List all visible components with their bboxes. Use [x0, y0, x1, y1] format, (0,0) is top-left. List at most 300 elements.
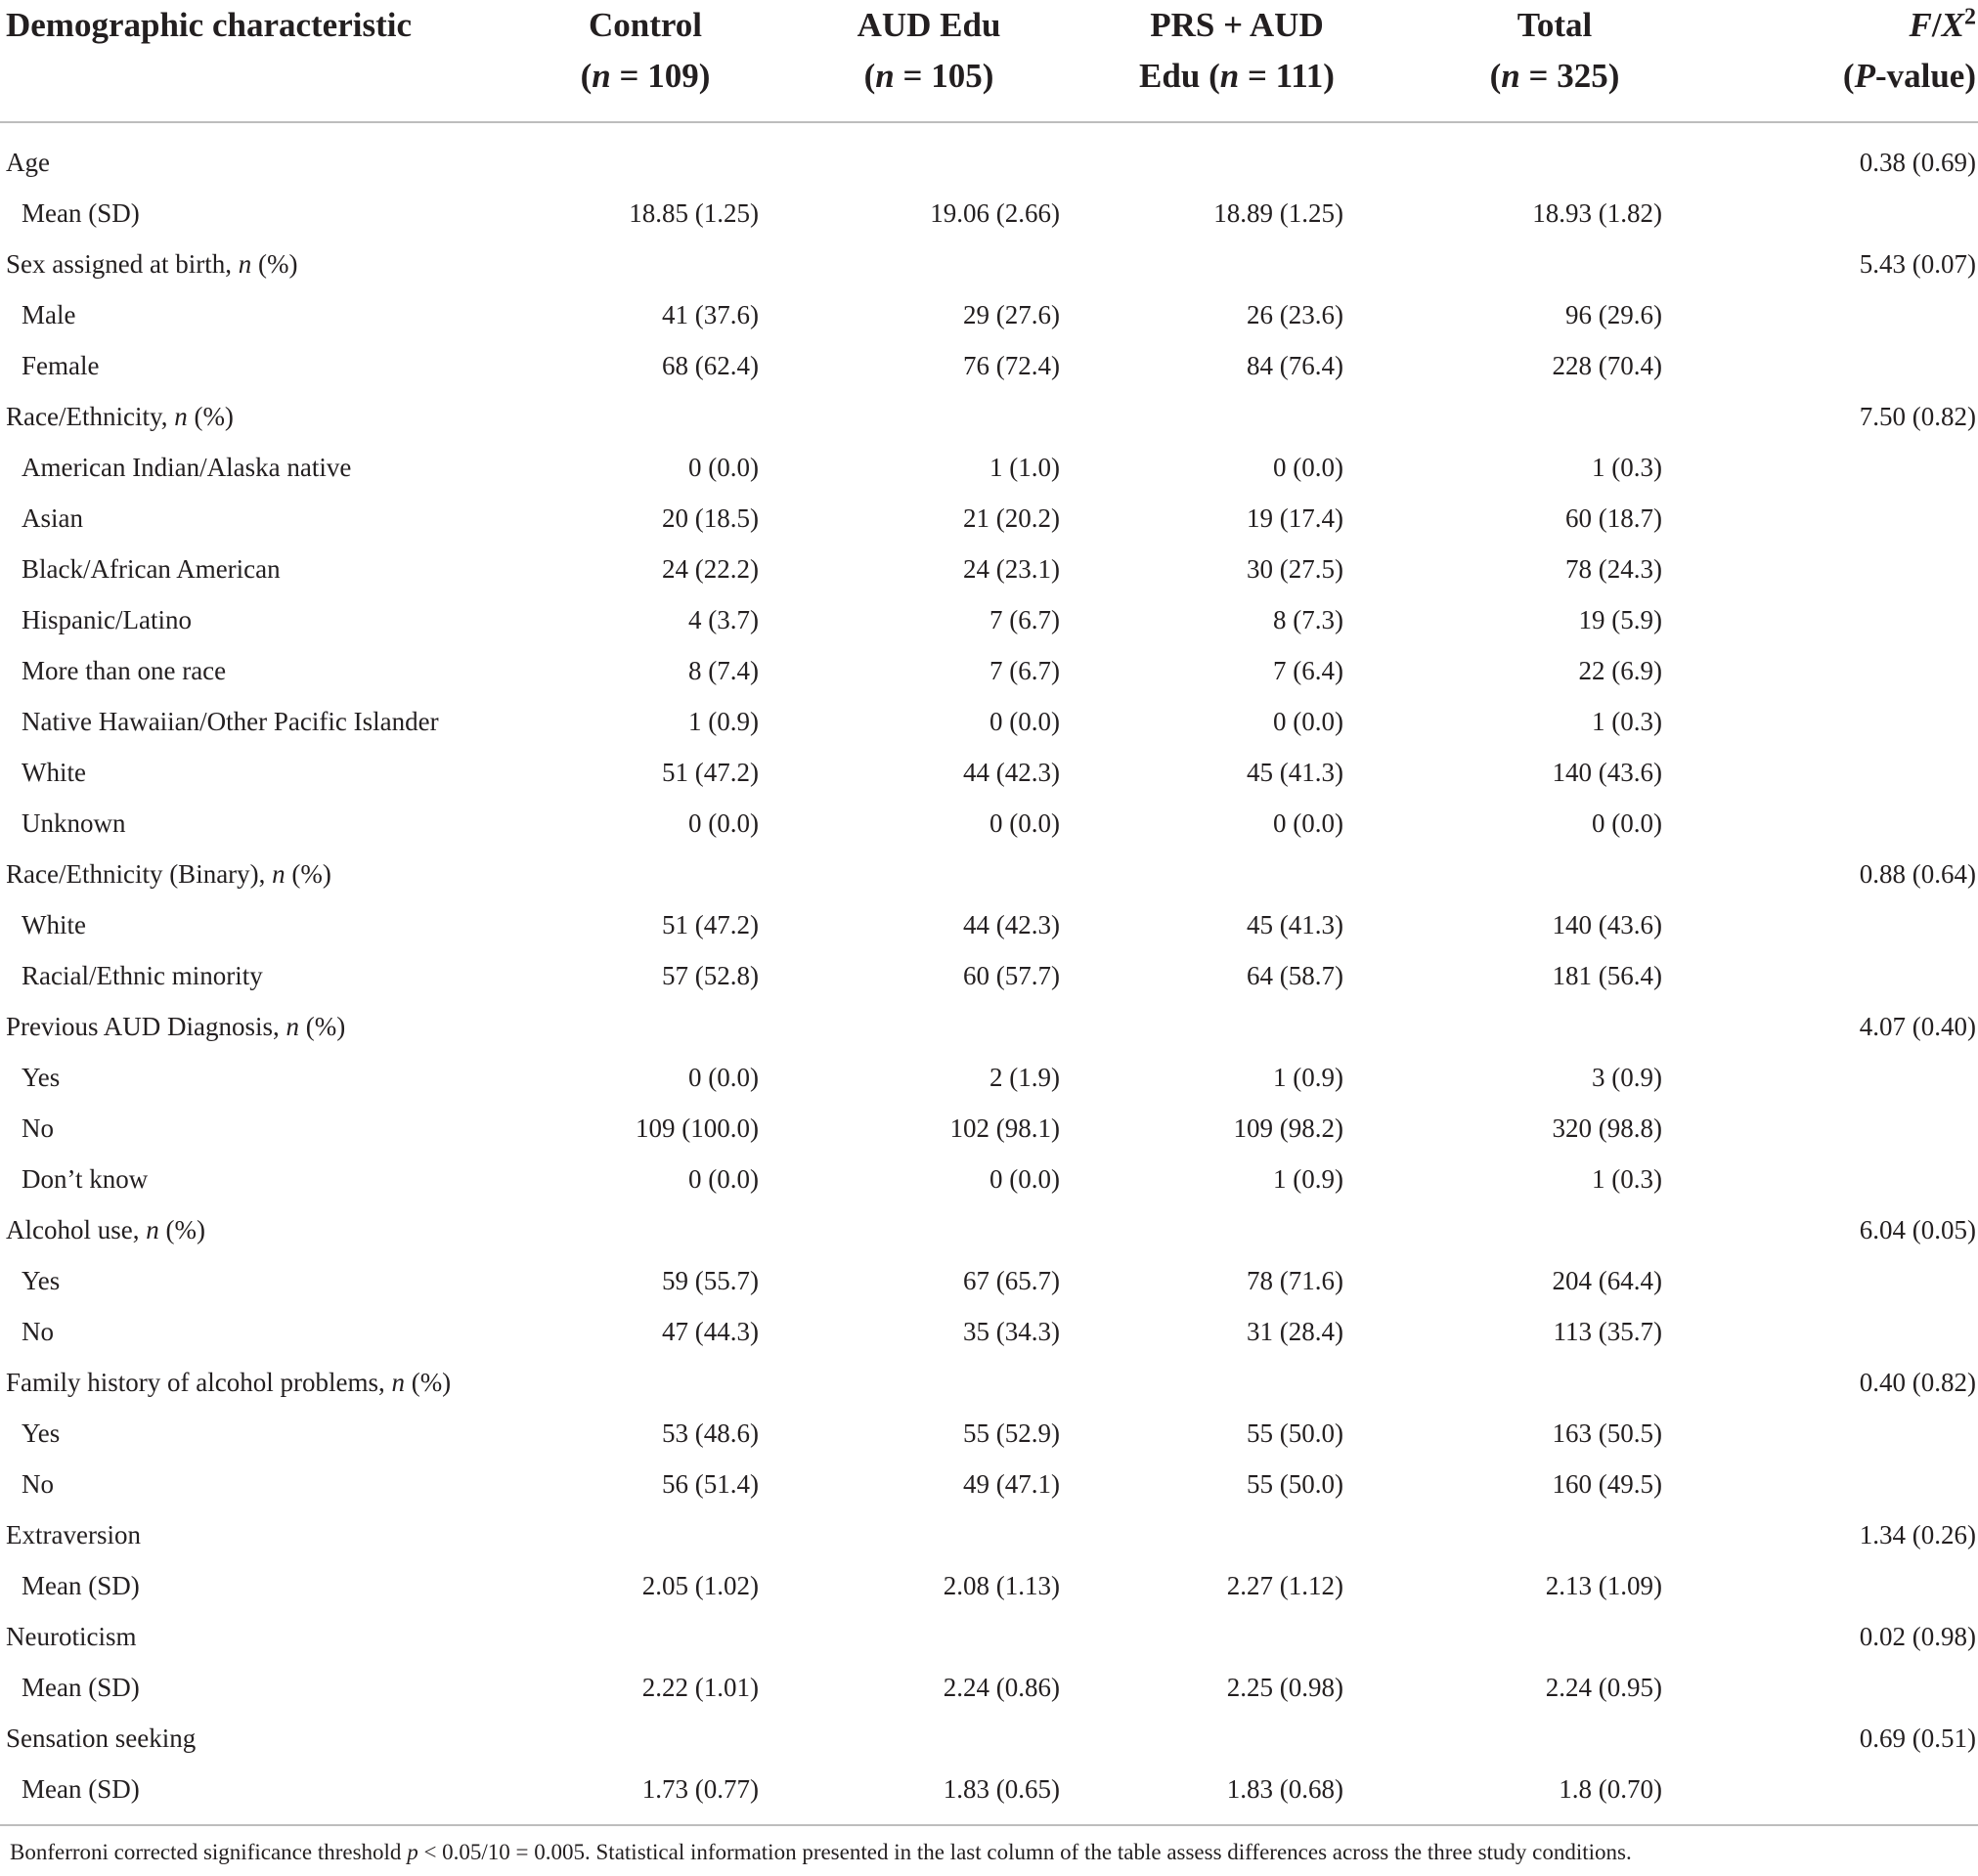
row-label — [0, 594, 508, 645]
row-label — [0, 1459, 508, 1509]
label-text: Age — [6, 148, 50, 177]
statistic-value: 0.02 (0.98) — [1859, 1622, 1976, 1651]
prs-aud-edu-value: 45 (41.3) — [1247, 758, 1343, 787]
table-row — [0, 1052, 1978, 1103]
n-symbol: n — [238, 249, 252, 279]
control-value: 8 (7.4) — [688, 656, 759, 685]
category-label — [0, 1204, 508, 1255]
prs-aud-edu-value: 84 (76.4) — [1247, 351, 1343, 380]
total-value — [1398, 1357, 1711, 1408]
total-value: 1 (0.3) — [1592, 453, 1662, 482]
statistic-value: 0.88 (0.64) — [1859, 859, 1976, 889]
aud-edu-value — [782, 849, 1076, 899]
prs-aud-edu-value: 30 (27.5) — [1247, 554, 1343, 584]
percent-suffix: (%) — [251, 249, 298, 279]
statistic-value — [1711, 798, 1978, 849]
row-label — [0, 798, 508, 849]
aud-edu-value — [782, 122, 1076, 188]
label-text: Extraversion — [6, 1520, 141, 1549]
header-f-symbol: F — [1909, 6, 1932, 44]
prs-aud-edu-value — [1076, 1357, 1398, 1408]
total-value: 228 (70.4) — [1552, 351, 1662, 380]
aud-edu-value: 1.83 (0.65) — [943, 1774, 1060, 1804]
header-aud-edu-n: (n = 105) — [863, 57, 994, 95]
label-text: Sensation seeking — [6, 1723, 197, 1753]
control-value: 109 (100.0) — [636, 1113, 759, 1143]
statistic-value: 4.07 (0.40) — [1859, 1012, 1976, 1041]
control-value: 2.05 (1.02) — [641, 1571, 759, 1600]
n-symbol: n — [272, 859, 286, 889]
header-prs-aud-edu-n-value: = 111) — [1239, 57, 1335, 95]
table-row — [0, 950, 1978, 1001]
label-text: Previous AUD Diagnosis, — [6, 1012, 286, 1041]
header-aud-edu — [782, 0, 1076, 122]
statistic-value — [1711, 1764, 1978, 1814]
total-value — [1398, 1204, 1711, 1255]
prs-aud-edu-value: 45 (41.3) — [1247, 910, 1343, 939]
total-value: 140 (43.6) — [1552, 910, 1662, 939]
table-row — [0, 188, 1978, 239]
prs-aud-edu-value: 0 (0.0) — [1273, 808, 1343, 838]
row-label — [0, 899, 508, 950]
table-row — [0, 1306, 1978, 1357]
prs-aud-edu-value — [1076, 122, 1398, 188]
row-label — [0, 696, 508, 747]
table-row — [0, 798, 1978, 849]
aud-edu-value: 2.24 (0.86) — [943, 1673, 1060, 1702]
table-row — [0, 747, 1978, 798]
statistic-value: 0.38 (0.69) — [1859, 148, 1976, 177]
label-text: More than one race — [22, 656, 227, 685]
header-row — [0, 0, 1978, 122]
category-label — [0, 1713, 508, 1764]
statistic-value — [1711, 1154, 1978, 1204]
label-text: Mean (SD) — [22, 1673, 140, 1702]
table-row — [0, 594, 1978, 645]
row-label — [0, 1052, 508, 1103]
table-bottom-rule — [0, 1824, 1978, 1826]
prs-aud-edu-value: 55 (50.0) — [1247, 1418, 1343, 1448]
label-text: No — [22, 1113, 54, 1143]
statistic-value — [1711, 747, 1978, 798]
total-value: 204 (64.4) — [1552, 1266, 1662, 1295]
aud-edu-value: 60 (57.7) — [963, 961, 1060, 990]
row-label — [0, 544, 508, 594]
aud-edu-value: 2.08 (1.13) — [943, 1571, 1060, 1600]
label-text: Mean (SD) — [22, 1774, 140, 1804]
statistic-value: 6.04 (0.05) — [1859, 1215, 1976, 1244]
statistic-value — [1711, 1662, 1978, 1713]
prs-aud-edu-value: 1.83 (0.68) — [1226, 1774, 1343, 1804]
total-value: 113 (35.7) — [1553, 1317, 1662, 1346]
aud-edu-value: 102 (98.1) — [949, 1113, 1060, 1143]
total-value: 60 (18.7) — [1565, 503, 1662, 533]
prs-aud-edu-value: 55 (50.0) — [1247, 1469, 1343, 1499]
row-label — [0, 1764, 508, 1814]
header-prs-aud-edu-prefix: Edu ( — [1139, 57, 1220, 95]
prs-aud-edu-value: 7 (6.4) — [1273, 656, 1343, 685]
table-row — [0, 1459, 1978, 1509]
control-value — [508, 1509, 782, 1560]
prs-aud-edu-value: 2.27 (1.12) — [1226, 1571, 1343, 1600]
category-row — [0, 1204, 1978, 1255]
statistic-value: 5.43 (0.07) — [1859, 249, 1976, 279]
prs-aud-edu-value — [1076, 1001, 1398, 1052]
label-text: Asian — [22, 503, 83, 533]
header-aud-edu-n-value: = 105) — [894, 57, 994, 95]
total-value: 22 (6.9) — [1578, 656, 1662, 685]
category-row — [0, 1611, 1978, 1662]
category-row — [0, 1509, 1978, 1560]
percent-suffix: (%) — [404, 1368, 452, 1397]
control-value — [508, 391, 782, 442]
aud-edu-value: 1 (1.0) — [989, 453, 1060, 482]
footnote-part2: < 0.05/10 = 0.005. Statistical information presented in the last column of the table assess differences across the three study conditions. — [418, 1840, 1632, 1864]
total-value: 160 (49.5) — [1552, 1469, 1662, 1499]
control-value: 1 (0.9) — [688, 707, 759, 736]
control-value — [508, 1001, 782, 1052]
total-value: 18.93 (1.82) — [1532, 198, 1662, 228]
prs-aud-edu-value: 0 (0.0) — [1273, 707, 1343, 736]
statistic-value — [1711, 645, 1978, 696]
header-prs-aud-edu-n-label: n — [1219, 57, 1240, 95]
table-row — [0, 1764, 1978, 1814]
prs-aud-edu-value: 26 (23.6) — [1247, 300, 1343, 329]
aud-edu-value — [782, 1001, 1076, 1052]
category-row — [0, 391, 1978, 442]
percent-suffix: (%) — [285, 859, 331, 889]
table-footnote — [10, 1838, 1632, 1867]
row-label — [0, 188, 508, 239]
control-value: 51 (47.2) — [662, 910, 759, 939]
total-value: 0 (0.0) — [1592, 808, 1662, 838]
label-text: Race/Ethnicity (Binary), — [6, 859, 273, 889]
total-value: 1 (0.3) — [1592, 707, 1662, 736]
row-label — [0, 747, 508, 798]
control-value: 24 (22.2) — [662, 554, 759, 584]
header-statistic-line1 — [1711, 0, 1976, 51]
aud-edu-value — [782, 391, 1076, 442]
statistic-value — [1711, 340, 1978, 391]
statistic-value — [1711, 950, 1978, 1001]
aud-edu-value: 76 (72.4) — [963, 351, 1060, 380]
control-value: 0 (0.0) — [688, 808, 759, 838]
label-text: Don’t know — [22, 1164, 149, 1194]
total-value: 140 (43.6) — [1552, 758, 1662, 787]
label-text: Hispanic/Latino — [22, 605, 192, 634]
statistic-value — [1711, 899, 1978, 950]
total-value: 2.24 (0.95) — [1545, 1673, 1662, 1702]
control-value: 47 (44.3) — [662, 1317, 759, 1346]
category-label — [0, 1509, 508, 1560]
header-control — [508, 0, 782, 122]
label-text: Yes — [22, 1418, 61, 1448]
total-value: 163 (50.5) — [1552, 1418, 1662, 1448]
aud-edu-value: 7 (6.7) — [989, 605, 1060, 634]
control-value: 20 (18.5) — [662, 503, 759, 533]
category-label — [0, 122, 508, 188]
prs-aud-edu-value — [1076, 239, 1398, 289]
header-prs-aud-edu — [1076, 0, 1398, 122]
row-label — [0, 493, 508, 544]
table-row — [0, 696, 1978, 747]
statistic-value — [1711, 442, 1978, 493]
total-value — [1398, 239, 1711, 289]
n-symbol: n — [286, 1012, 300, 1041]
total-value — [1398, 1611, 1711, 1662]
control-value — [508, 1204, 782, 1255]
statistic-value — [1711, 289, 1978, 340]
statistic-value — [1711, 1560, 1978, 1611]
control-value: 4 (3.7) — [688, 605, 759, 634]
category-label — [0, 391, 508, 442]
prs-aud-edu-value: 1 (0.9) — [1273, 1164, 1343, 1194]
category-label — [0, 1611, 508, 1662]
prs-aud-edu-value: 78 (71.6) — [1247, 1266, 1343, 1295]
row-label — [0, 1408, 508, 1459]
header-total-n: (n = 325) — [1489, 57, 1620, 95]
row-label — [0, 442, 508, 493]
control-value: 18.85 (1.25) — [629, 198, 759, 228]
statistic-value — [1711, 696, 1978, 747]
footnote-p-symbol: p — [407, 1840, 418, 1864]
label-text: No — [22, 1469, 54, 1499]
control-value: 57 (52.8) — [662, 961, 759, 990]
prs-aud-edu-value — [1076, 1204, 1398, 1255]
table-row — [0, 1255, 1978, 1306]
control-value: 41 (37.6) — [662, 300, 759, 329]
label-text: Race/Ethnicity, — [6, 402, 175, 431]
header-prs-aud-edu-n — [1076, 51, 1398, 102]
statistic-value: 1.34 (0.26) — [1859, 1520, 1976, 1549]
statistic-value — [1711, 1408, 1978, 1459]
aud-edu-value — [782, 1509, 1076, 1560]
total-value: 78 (24.3) — [1565, 554, 1662, 584]
row-label — [0, 1662, 508, 1713]
prs-aud-edu-value: 1 (0.9) — [1273, 1063, 1343, 1092]
prs-aud-edu-value: 19 (17.4) — [1247, 503, 1343, 533]
aud-edu-value: 2 (1.9) — [989, 1063, 1060, 1092]
footnote-part1: Bonferroni corrected significance threshold — [10, 1840, 408, 1864]
category-label — [0, 1357, 508, 1408]
header-x-symbol: X — [1941, 6, 1964, 44]
control-value — [508, 1713, 782, 1764]
label-text: White — [22, 758, 86, 787]
control-value — [508, 849, 782, 899]
row-label — [0, 1306, 508, 1357]
header-control-n-label: n — [592, 57, 611, 95]
total-value — [1398, 391, 1711, 442]
header-control-title: Control — [588, 6, 703, 44]
prs-aud-edu-value — [1076, 391, 1398, 442]
category-label — [0, 849, 508, 899]
control-value: 1.73 (0.77) — [641, 1774, 759, 1804]
label-text: Unknown — [22, 808, 126, 838]
total-value — [1398, 1001, 1711, 1052]
row-label — [0, 645, 508, 696]
control-value — [508, 1611, 782, 1662]
total-value: 1.8 (0.70) — [1559, 1774, 1662, 1804]
row-label — [0, 950, 508, 1001]
control-value: 68 (62.4) — [662, 351, 759, 380]
total-value: 2.13 (1.09) — [1545, 1571, 1662, 1600]
row-label — [0, 289, 508, 340]
header-total-n-label: n — [1501, 57, 1520, 95]
header-pvalue-rest: -value) — [1874, 57, 1976, 95]
statistic-value: 0.69 (0.51) — [1859, 1723, 1976, 1753]
statistic-value — [1711, 1306, 1978, 1357]
aud-edu-value: 35 (34.3) — [963, 1317, 1060, 1346]
total-value: 19 (5.9) — [1578, 605, 1662, 634]
control-value: 0 (0.0) — [688, 453, 759, 482]
header-demographic — [0, 0, 508, 122]
statistic-value — [1711, 188, 1978, 239]
header-control-n-value: = 109) — [610, 57, 711, 95]
aud-edu-value: 67 (65.7) — [963, 1266, 1060, 1295]
aud-edu-value — [782, 239, 1076, 289]
header-statistic-line2: (P-value) — [1842, 57, 1976, 95]
aud-edu-value: 24 (23.1) — [963, 554, 1060, 584]
aud-edu-value: 29 (27.6) — [963, 300, 1060, 329]
total-value: 96 (29.6) — [1565, 300, 1662, 329]
statistic-value — [1711, 1255, 1978, 1306]
header-aud-edu-title: AUD Edu — [857, 6, 1001, 44]
total-value — [1398, 849, 1711, 899]
label-text: Racial/Ethnic minority — [22, 961, 263, 990]
table-row — [0, 493, 1978, 544]
header-p-symbol: P — [1854, 57, 1875, 95]
statistic-value — [1711, 1103, 1978, 1154]
prs-aud-edu-value: 8 (7.3) — [1273, 605, 1343, 634]
aud-edu-value: 49 (47.1) — [963, 1469, 1060, 1499]
aud-edu-value: 21 (20.2) — [963, 503, 1060, 533]
header-x-superscript: 2 — [1964, 4, 1976, 30]
table-row — [0, 1103, 1978, 1154]
control-value — [508, 1357, 782, 1408]
total-value — [1398, 1713, 1711, 1764]
label-text: White — [22, 910, 86, 939]
row-label — [0, 1154, 508, 1204]
label-text: No — [22, 1317, 54, 1346]
aud-edu-value: 0 (0.0) — [989, 707, 1060, 736]
category-row — [0, 239, 1978, 289]
category-row — [0, 122, 1978, 188]
label-text: Black/African American — [22, 554, 281, 584]
total-value — [1398, 122, 1711, 188]
control-value — [508, 122, 782, 188]
row-label — [0, 340, 508, 391]
label-text: Female — [22, 351, 100, 380]
statistic-value — [1711, 544, 1978, 594]
aud-edu-value: 19.06 (2.66) — [930, 198, 1060, 228]
aud-edu-value: 44 (42.3) — [963, 758, 1060, 787]
percent-suffix: (%) — [187, 402, 234, 431]
statistic-value — [1711, 1459, 1978, 1509]
category-label — [0, 239, 508, 289]
statistic-value: 7.50 (0.82) — [1859, 402, 1976, 431]
prs-aud-edu-value: 31 (28.4) — [1247, 1317, 1343, 1346]
category-row — [0, 1357, 1978, 1408]
aud-edu-value — [782, 1611, 1076, 1662]
label-text: American Indian/Alaska native — [22, 453, 352, 482]
total-value — [1398, 1509, 1711, 1560]
table-row — [0, 899, 1978, 950]
table-row — [0, 1560, 1978, 1611]
statistic-value: 0.40 (0.82) — [1859, 1368, 1976, 1397]
aud-edu-value — [782, 1713, 1076, 1764]
label-text: Yes — [22, 1266, 61, 1295]
prs-aud-edu-value — [1076, 1713, 1398, 1764]
aud-edu-value — [782, 1204, 1076, 1255]
table-row — [0, 340, 1978, 391]
table-row — [0, 1154, 1978, 1204]
statistic-value — [1711, 493, 1978, 544]
category-label — [0, 1001, 508, 1052]
control-value: 56 (51.4) — [662, 1469, 759, 1499]
control-value — [508, 239, 782, 289]
control-value: 2.22 (1.01) — [641, 1673, 759, 1702]
table-row — [0, 544, 1978, 594]
table-row — [0, 645, 1978, 696]
control-value: 0 (0.0) — [688, 1164, 759, 1194]
prs-aud-edu-value: 109 (98.2) — [1233, 1113, 1343, 1143]
control-value: 53 (48.6) — [662, 1418, 759, 1448]
n-symbol: n — [146, 1215, 159, 1244]
header-total-title: Total — [1516, 6, 1593, 44]
n-symbol: n — [174, 402, 188, 431]
aud-edu-value: 0 (0.0) — [989, 808, 1060, 838]
total-value: 1 (0.3) — [1592, 1164, 1662, 1194]
control-value: 0 (0.0) — [688, 1063, 759, 1092]
label-text: Family history of alcohol problems, — [6, 1368, 392, 1397]
total-value: 181 (56.4) — [1552, 961, 1662, 990]
total-value: 3 (0.9) — [1592, 1063, 1662, 1092]
prs-aud-edu-value — [1076, 1611, 1398, 1662]
aud-edu-value: 0 (0.0) — [989, 1164, 1060, 1194]
aud-edu-value: 7 (6.7) — [989, 656, 1060, 685]
label-text: Alcohol use, — [6, 1215, 147, 1244]
label-text: Male — [22, 300, 76, 329]
category-row — [0, 849, 1978, 899]
table-row — [0, 1408, 1978, 1459]
table-body — [0, 122, 1978, 1814]
row-label — [0, 1103, 508, 1154]
total-value: 320 (98.8) — [1552, 1113, 1662, 1143]
aud-edu-value: 44 (42.3) — [963, 910, 1060, 939]
prs-aud-edu-value — [1076, 1509, 1398, 1560]
label-text: Neuroticism — [6, 1622, 137, 1651]
table-header — [0, 0, 1978, 122]
row-label — [0, 1560, 508, 1611]
control-value: 51 (47.2) — [662, 758, 759, 787]
percent-suffix: (%) — [158, 1215, 205, 1244]
table-row — [0, 442, 1978, 493]
prs-aud-edu-value: 2.25 (0.98) — [1226, 1673, 1343, 1702]
percent-suffix: (%) — [299, 1012, 346, 1041]
prs-aud-edu-value: 64 (58.7) — [1247, 961, 1343, 990]
header-statistic — [1711, 0, 1978, 122]
label-text: Mean (SD) — [22, 198, 140, 228]
header-prs-aud-edu-title: PRS + AUD — [1150, 6, 1324, 44]
label-text: Sex assigned at birth, — [6, 249, 239, 279]
category-row — [0, 1001, 1978, 1052]
aud-edu-value — [782, 1357, 1076, 1408]
category-row — [0, 1713, 1978, 1764]
control-value: 59 (55.7) — [662, 1266, 759, 1295]
header-total-n-value: = 325) — [1519, 57, 1620, 95]
header-control-n: (n = 109) — [580, 57, 711, 95]
prs-aud-edu-value — [1076, 849, 1398, 899]
